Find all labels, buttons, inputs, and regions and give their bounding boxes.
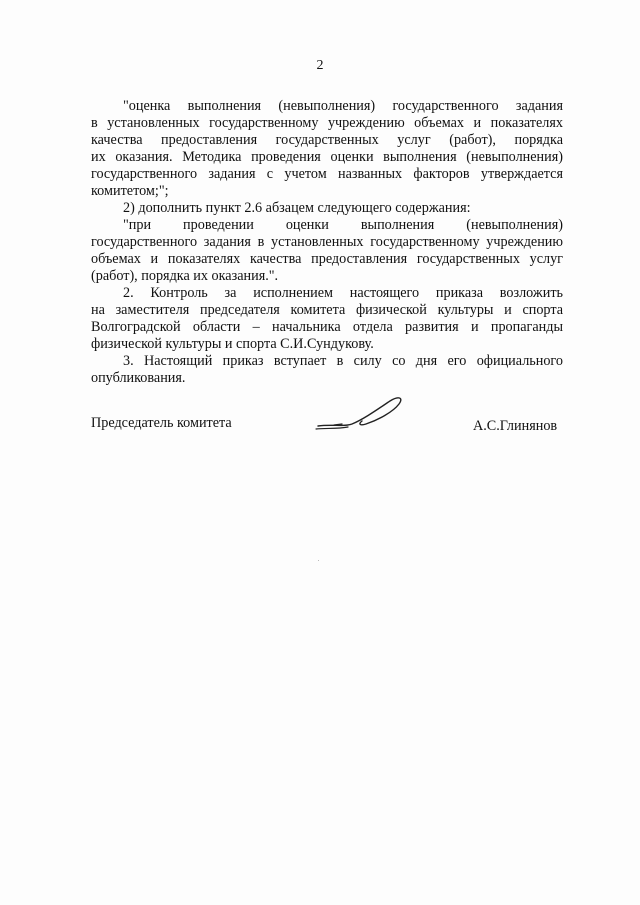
text-line: 3. Настоящий приказ вступает в силу со дня его официального <box>123 353 563 369</box>
paragraph <box>91 200 563 217</box>
text-line: (работ), порядка их оказания.". <box>91 268 279 284</box>
paragraph <box>91 285 563 353</box>
text-line: государственного задания в установленных государственному учреждению <box>91 234 563 250</box>
text-line: комитетом;"; <box>91 183 169 199</box>
text-line: государственного задания с учетом названных факторов утверждается <box>91 166 563 182</box>
text-line: опубликования. <box>91 370 186 386</box>
text-line: в установленных государственному учреждению объемах и показателях <box>91 115 563 131</box>
handwritten-signature <box>312 393 407 435</box>
signatory-position: Председатель комитета <box>91 415 232 431</box>
paragraph <box>91 98 563 200</box>
page-number: 2 <box>316 58 324 73</box>
text-line: "при проведении оценки выполнения (невыполнения) <box>123 217 563 233</box>
text-line: 2) дополнить пункт 2.6 абзацем следующего содержания: <box>123 200 471 216</box>
scan-artifact <box>318 560 319 561</box>
text-line: физической культуры и спорта С.И.Сундукову. <box>91 336 374 352</box>
text-line: на заместителя председателя комитета физической культуры и спорта <box>91 302 563 318</box>
signatory-name: А.С.Глинянов <box>473 418 558 434</box>
text-line: Волгоградской области – начальника отдела развития и пропаганды <box>91 319 563 335</box>
paragraph <box>91 353 563 387</box>
text-line: их оказания. Методика проведения оценки выполнения (невыполнения) <box>91 149 563 165</box>
paragraph <box>91 217 563 285</box>
text-line: 2. Контроль за исполнением настоящего приказа возложить <box>123 285 563 301</box>
text-line: объемах и показателях качества предоставления государственных услуг <box>91 251 563 267</box>
text-line: качества предоставления государственных услуг (работ), порядка <box>91 132 563 148</box>
text-line: "оценка выполнения (невыполнения) государственного задания <box>123 98 563 114</box>
